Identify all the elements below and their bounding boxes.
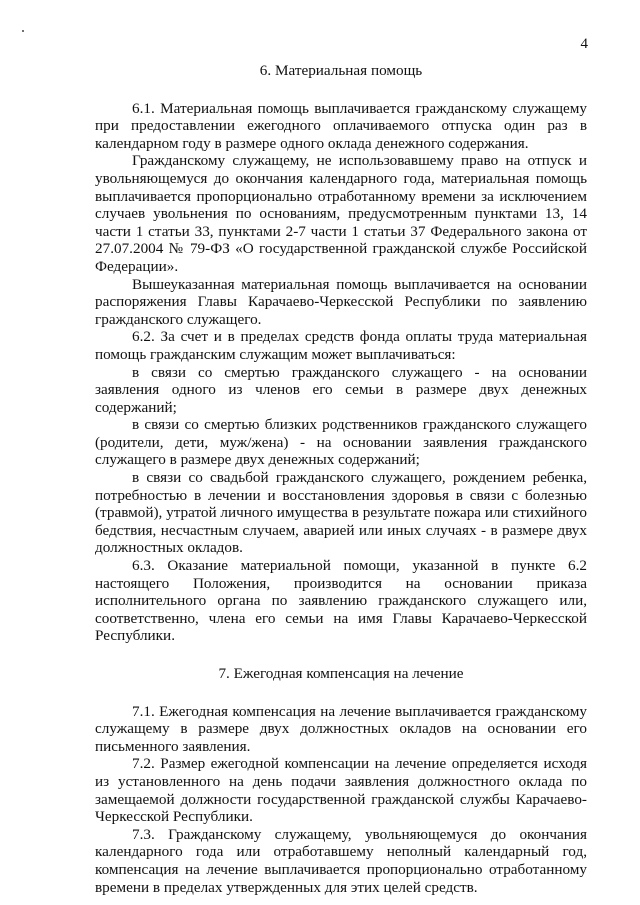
scan-speck xyxy=(22,30,24,32)
paragraph-6-1-basis: Вышеуказанная материальная помощь выплачивается на основании распоряжения Главы Карачаево-Черкесской Республики по заявлению гражданского служащего. xyxy=(95,275,587,328)
paragraph-6-2: 6.2. За счет и в пределах средств фонда оплаты труда материальная помощь гражданским служащим может выплачиваться: xyxy=(95,328,587,363)
paragraph-7-3: 7.3. Гражданскому служащему, увольняющемуся до окончания календарного года или отработавшему неполный календарный год, компенсация на лечение выплачивается пропорционально отработанному времени в пределах утвержденных для этих целей средств. xyxy=(95,825,587,896)
page-number: 4 xyxy=(580,36,588,52)
section-7-heading: 7. Ежегодная компенсация на лечение xyxy=(218,665,464,682)
document-body xyxy=(95,62,587,896)
section-6-heading: 6. Материальная помощь xyxy=(259,62,423,79)
paragraph-6-2-death-employee: в связи со смертью гражданского служащего - на основании заявления одного из членов его семьи в размере двух денежных содержаний; xyxy=(95,363,587,416)
paragraph-6-2-other-cases: в связи со свадьбой гражданского служащего, рождением ребенка, потребностью в лечении и восстановления здоровья в связи с болезнью (травмой), утратой личного имущества в результате пожара или стихийного бедствия, несчастным случаем, аварией или иных случаях - в размере двух должностных окладов. xyxy=(95,469,587,557)
paragraph-6-1-unused-leave: Гражданскому служащему, не использовавшему право на отпуск и увольняющемуся до окончания календарного года, материальная помощь выплачивается пропорционально отработанному времени за исключением случаев увольнения по основаниям, предусмотренным пунктами 13, 14 части 1 статьи 33, пунктами 2-7 части 1 статьи 37 Федерального закона от 27.07.2004 № 79-ФЗ «О государственной гражданской службе Российской Федерации». xyxy=(95,152,587,275)
paragraph-7-1: 7.1. Ежегодная компенсация на лечение выплачивается гражданскому служащему в размере двух должностных окладов на основании его письменного заявления. xyxy=(95,702,587,755)
paragraph-7-2: 7.2. Размер ежегодной компенсации на лечение определяется исходя из установленного на день подачи заявления должностного оклада по замещаемой должности государственной гражданской службы Карачаево-Черкесской Республики. xyxy=(95,755,587,826)
paragraph-6-2-death-relatives: в связи со смертью близких родственников гражданского служащего (родители, дети, муж/жена) - на основании заявления гражданского служащего в размере двух денежных содержаний; xyxy=(95,416,587,469)
paragraph-6-3: 6.3. Оказание материальной помощи, указанной в пункте 6.2 настоящего Положения, производится на основании приказа исполнительного органа по заявлению гражданского служащего или, соответственно, члена его семьи на имя Главы Карачаево-Черкесской Республики. xyxy=(95,557,587,645)
paragraph-6-1: 6.1. Материальная помощь выплачивается гражданскому служащему при предоставлении ежегодного оплачиваемого отпуска один раз в календарном году в размере одного оклада денежного содержания. xyxy=(95,99,587,152)
